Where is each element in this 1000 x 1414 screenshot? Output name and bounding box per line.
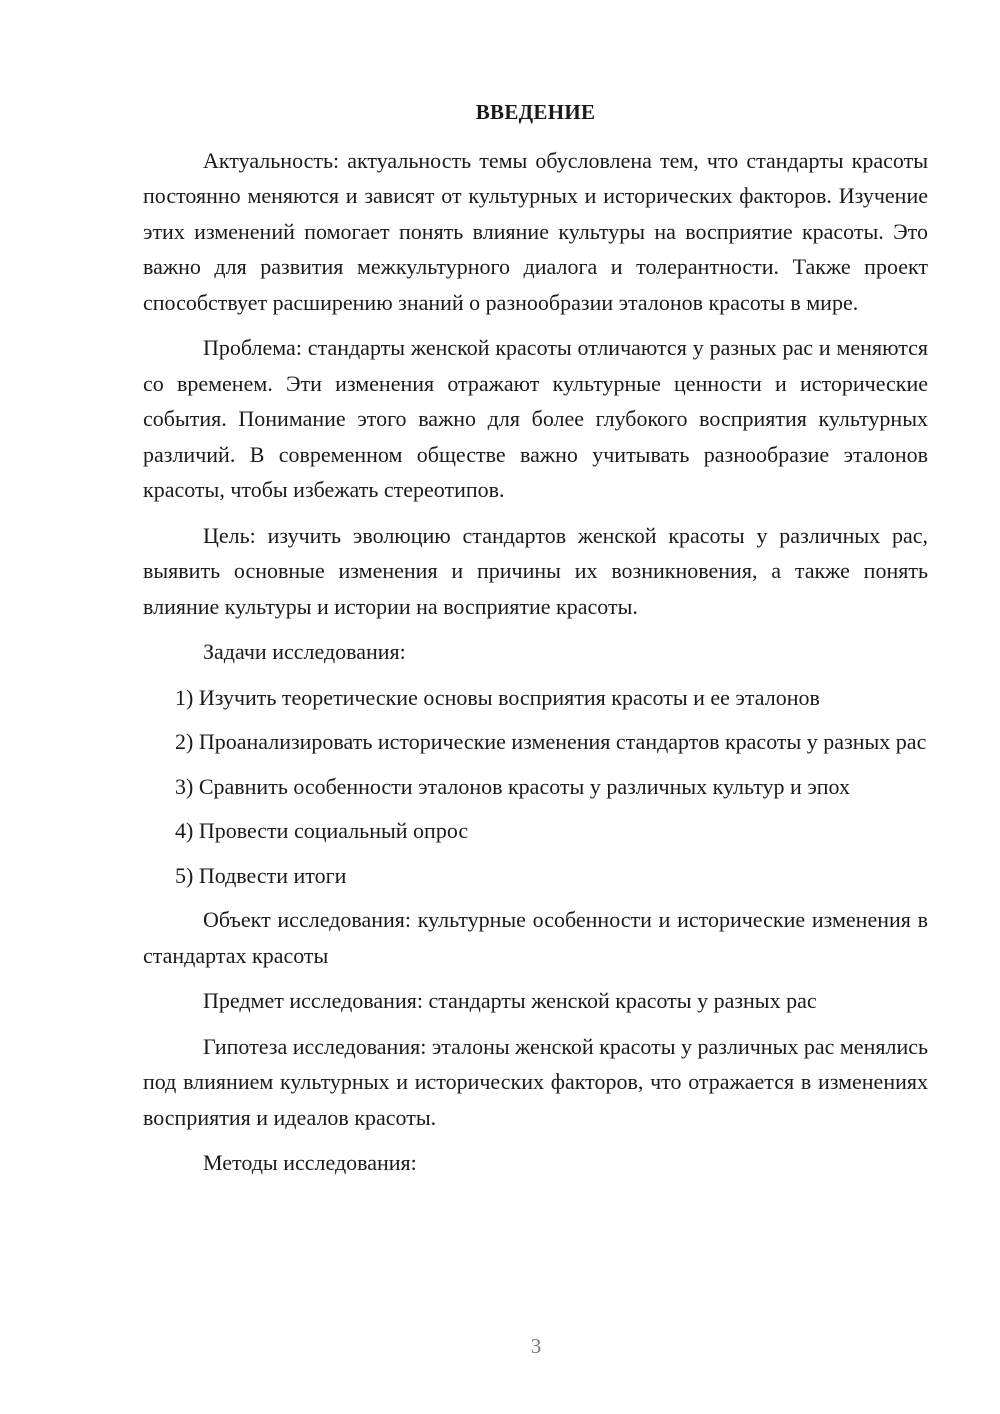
task-item: 3) Сравнить особенности эталонов красоты у различных культур и эпох — [175, 773, 850, 799]
page-number: 3 — [530, 1334, 542, 1358]
task-item: 4) Провести социальный опрос — [175, 818, 469, 843]
section-title: ВВЕДЕНИЕ — [475, 100, 596, 124]
goal-paragraph: Цель: изучить эволюцию стандартов женской красоты у различных рас, выявить основные изменения и причины их возникновения, а также понять влияние культуры и истории на восприятие красоты. — [143, 522, 928, 619]
object-paragraph: Объект исследования: культурные особенности и исторические изменения в стандартах красоты — [143, 907, 928, 968]
problem-paragraph: Проблема: стандарты женской красоты отличаются у разных рас и меняются со временем. Эти изменения отражают культурные ценности и исторические события. Понимание этого важно для более глубокого восприятия культурных различий. В современном обществе важно учитывать разнообразие эталонов красоты, чтобы избежать стереотипов. — [143, 335, 928, 502]
task-item: 2) Проанализировать исторические изменения стандартов красоты у разных рас — [175, 729, 927, 754]
task-item: 5) Подвести итоги — [175, 862, 347, 888]
tasks-list — [143, 680, 928, 894]
tasks-heading: Задачи исследования: — [203, 639, 406, 664]
document-body — [143, 95, 928, 1191]
task-item: 1) Изучить теоретические основы восприятия красоты и ее эталонов — [175, 684, 820, 710]
methods-heading: Методы исследования: — [203, 1150, 417, 1175]
relevance-paragraph: Актуальность: актуальность темы обусловлена тем, что стандарты красоты постоянно меняются и зависят от культурных и исторических факторов. Изучение этих изменений помогает понять влияние культуры на восприятие красоты. Это важно для развития межкультурного диалога и толерантности. Также проект способствует расширению знаний о разнообразии эталонов красоты в мире. — [143, 147, 928, 315]
hypothesis-paragraph: Гипотеза исследования: эталоны женской красоты у различных рас менялись под влиянием культурных и исторических факторов, что отражается в изменениях восприятия и идеалов красоты. — [143, 1033, 929, 1130]
subject-paragraph: Предмет исследования: стандарты женской красоты у разных рас — [203, 988, 817, 1013]
